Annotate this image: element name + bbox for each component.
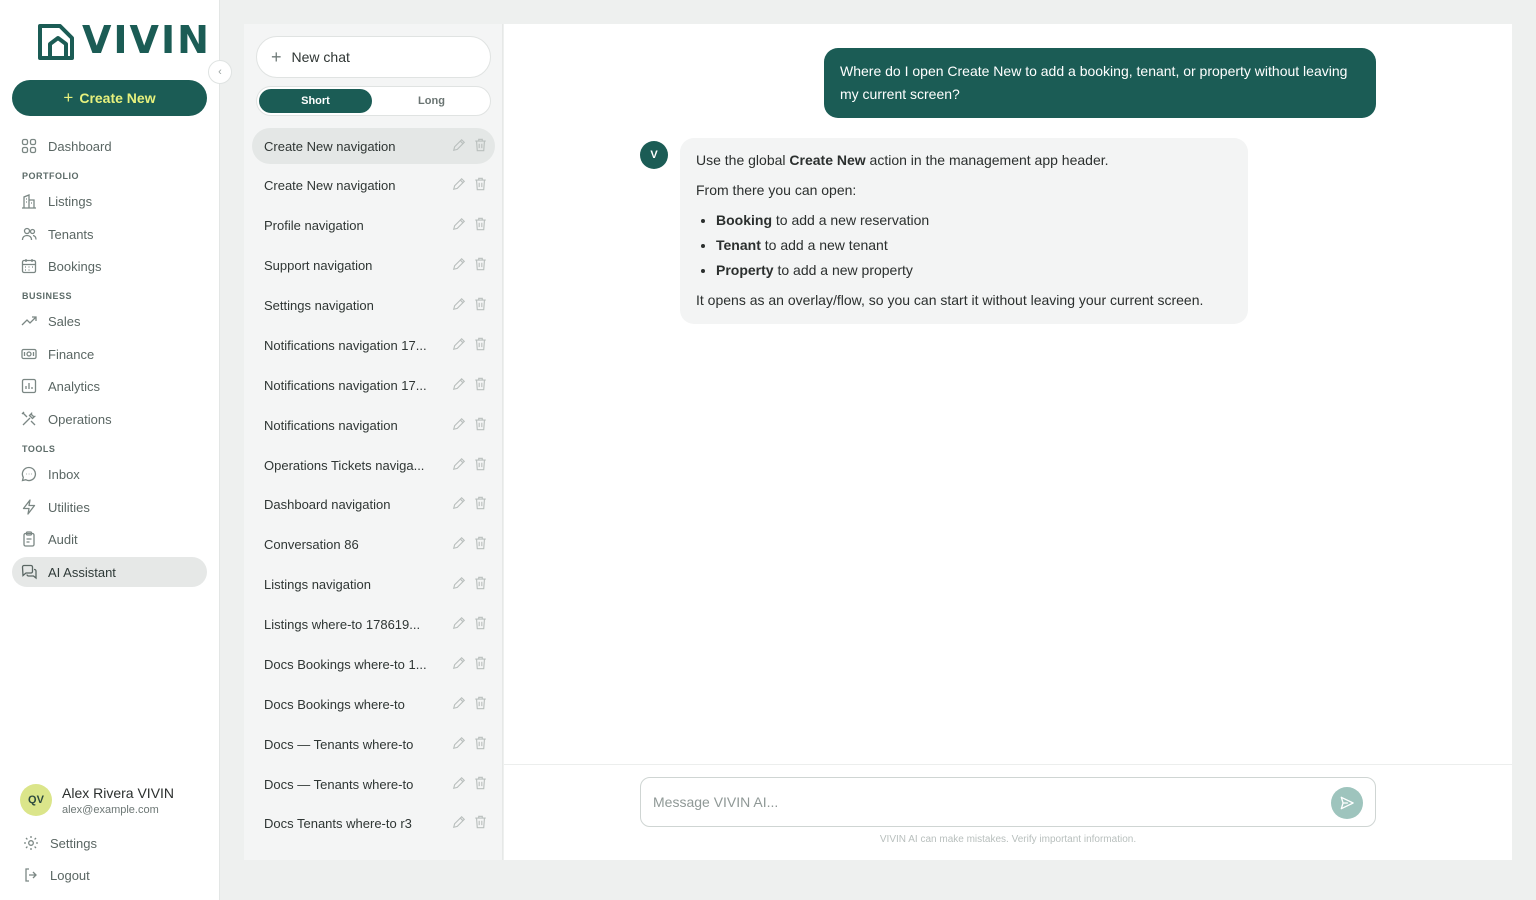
chat-history-item[interactable] [252,606,495,642]
sidebar-item-settings[interactable] [14,828,209,858]
sidebar-item-dashboard[interactable] [12,131,207,161]
chat-title: Operations Tickets naviga... [264,457,425,473]
building-icon [20,192,38,210]
chevron-left-icon: ‹ [218,66,222,78]
sidebar-item-label: Bookings [48,258,102,274]
chat-history-item[interactable] [252,287,495,323]
sidebar-item-operations[interactable] [12,404,207,434]
house-logo-icon [36,20,76,60]
trash-icon[interactable] [474,217,487,234]
chat-history-item[interactable] [252,646,495,682]
calendar-icon [20,257,38,275]
length-toggle [256,86,491,116]
pencil-icon[interactable] [452,377,466,394]
pencil-icon[interactable] [452,297,466,314]
chat-title: Settings navigation [264,297,374,313]
chat-history-item[interactable] [252,447,495,483]
logout-button[interactable] [14,860,209,890]
sidebar-item-inbox[interactable] [12,459,207,489]
chat-history-item[interactable] [252,407,495,443]
trash-icon[interactable] [474,257,487,274]
user-name: Alex Rivera VIVIN [62,784,175,801]
chat-title: Listings where-to 178619... [264,616,421,632]
pencil-icon[interactable] [452,177,466,194]
assistant-message [680,138,1248,324]
sidebar-item-label: AI Assistant [48,564,116,580]
chat-history-item[interactable] [252,805,495,841]
chat-title: Docs Tenants where-to r3 [264,815,412,831]
trash-icon[interactable] [474,696,487,713]
collapse-sidebar-button[interactable] [208,60,232,84]
chat-title: Listings navigation [264,576,371,592]
tools-icon [20,410,38,428]
reply-text: to add a new tenant [760,237,888,253]
chat-title: Docs — Tenants where-to [264,776,414,792]
sidebar-item-label: Sales [48,313,81,329]
trash-icon[interactable] [474,177,487,194]
pencil-icon[interactable] [452,496,466,513]
create-new-label: Create New [79,90,156,106]
chat-title: Docs Bookings where-to 1... [264,656,427,672]
chat-history-item[interactable] [252,526,495,562]
chat-history-item[interactable] [252,726,495,762]
user-email: alex@example.com [62,803,159,816]
sidebar-item-audit[interactable] [12,524,207,554]
message-input[interactable] [653,791,1313,813]
plus-icon: + [271,46,282,67]
chat-history-item[interactable] [252,486,495,522]
gear-icon [22,834,40,852]
reply-list-item [716,210,1232,230]
reply-text: to add a new property [773,262,913,278]
zap-icon [20,498,38,516]
reply-bold: Create New [789,152,866,168]
reply-bold: Booking [716,212,772,228]
sidebar-item-tenants[interactable] [12,219,207,249]
pencil-icon[interactable] [452,417,466,434]
avatar: QV [20,784,52,816]
brand-name: VIVIN [82,18,211,62]
sidebar-item-label: Utilities [48,499,90,515]
chat-history-item[interactable] [252,566,495,602]
sidebar-item-label: Finance [48,346,95,362]
plus-icon: + [63,88,74,107]
pencil-icon[interactable] [452,217,466,234]
chat-title: Profile navigation [264,217,364,233]
trash-icon[interactable] [474,337,487,354]
toggle-long[interactable]: Long [418,95,445,107]
create-new-button[interactable] [12,80,207,116]
reply-text: action in the management app header. [865,152,1109,168]
new-chat-button[interactable] [256,36,491,78]
pencil-icon[interactable] [452,616,466,633]
users-icon [20,225,38,243]
sidebar-item-utilities[interactable] [12,492,207,522]
sidebar-item-label: Settings [50,835,97,851]
chat-title: Notifications navigation 17... [264,337,427,353]
user-profile[interactable] [20,784,174,816]
sidebar-item-label: Audit [48,531,78,547]
reply-bold: Tenant [716,237,761,253]
sidebar-item-label: Listings [48,193,93,209]
grid-icon [20,137,38,155]
chat-title: Support navigation [264,257,373,273]
chat-title: Docs — Tenants where-to [264,736,414,752]
chat-history-item[interactable] [252,686,495,722]
trash-icon[interactable] [474,496,487,513]
reply-paragraph [696,150,1232,170]
chat-title: Notifications navigation [264,417,398,433]
logout-icon [22,866,40,884]
chat-history-item[interactable] [252,247,495,283]
sidebar-item-sales[interactable] [12,306,207,336]
brand-logo[interactable] [36,20,211,60]
trash-icon[interactable] [474,417,487,434]
message-composer [640,777,1376,827]
trash-icon[interactable] [474,656,487,673]
section-tools: TOOLS [22,444,56,454]
disclaimer: VIVIN AI can make mistakes. Verify important information. [879,834,1137,845]
chat-history-item[interactable] [252,167,495,203]
trash-icon[interactable] [474,815,487,832]
chat-title: Create New navigation [264,177,396,193]
sidebar-item-listings[interactable] [12,186,207,216]
bar-chart-icon [20,377,38,395]
reply-bold: Property [716,262,774,278]
trash-icon[interactable] [474,377,487,394]
trash-icon[interactable] [474,297,487,314]
trash-icon[interactable] [474,616,487,633]
reply-list-item [716,260,1232,280]
sidebar-item-label: Dashboard [48,138,112,154]
section-portfolio: PORTFOLIO [22,171,79,181]
message-circle-icon [20,465,38,483]
sidebar-item-ai-assistant[interactable] [12,557,207,587]
reply-text: Use the global [696,152,790,168]
trending-up-icon [20,312,38,330]
assistant-avatar: V [640,141,668,169]
chat-history-item[interactable] [252,207,495,243]
pencil-icon[interactable] [452,776,466,793]
sidebar-item-label: Operations [48,411,112,427]
chat-title: Dashboard navigation [264,496,391,512]
chat-title: Notifications navigation 17... [264,377,427,393]
trash-icon[interactable] [474,736,487,753]
chat-bubbles-icon [20,563,38,581]
toggle-short[interactable]: Short [259,89,372,113]
chat-history-item[interactable] [252,367,495,403]
chat-history-panel [244,24,503,860]
user-message: Where do I open Create New to add a booking, tenant, or property without leaving my current screen? [824,48,1376,118]
chat-title: Conversation 86 [264,536,359,552]
banknote-icon [20,345,38,363]
sidebar-item-bookings[interactable] [12,251,207,281]
sidebar-item-label: Tenants [48,226,94,242]
pencil-icon[interactable] [452,815,466,832]
reply-list [716,210,1232,280]
chat-history-item[interactable] [252,327,495,363]
trash-icon[interactable] [474,776,487,793]
section-business: BUSINESS [22,291,73,301]
chat-history-item[interactable] [252,128,495,164]
clipboard-icon [20,530,38,548]
pencil-icon[interactable] [452,257,466,274]
new-chat-label: New chat [291,49,350,65]
trash-icon[interactable] [474,536,487,553]
send-icon [1340,796,1354,810]
send-button[interactable] [1331,787,1363,819]
pencil-icon[interactable] [452,696,466,713]
trash-icon[interactable] [474,576,487,593]
logout-label: Logout [50,867,90,883]
sidebar-item-finance[interactable] [12,339,207,369]
chat-history-item[interactable] [252,766,495,802]
sidebar [0,0,220,900]
sidebar-item-analytics[interactable] [12,371,207,401]
composer-divider [504,764,1512,765]
reply-text: to add a new reservation [772,212,930,228]
reply-paragraph: It opens as an overlay/flow, so you can start it without leaving your current screen. [696,292,1204,308]
sidebar-item-label: Analytics [48,378,101,394]
pencil-icon[interactable] [452,138,466,155]
trash-icon[interactable] [474,138,487,155]
trash-icon[interactable] [474,457,487,474]
reply-list-item [716,235,1232,255]
pencil-icon[interactable] [452,576,466,593]
pencil-icon[interactable] [452,337,466,354]
chat-title: Create New navigation [264,138,396,154]
conversation-area [504,24,1512,860]
pencil-icon[interactable] [452,736,466,753]
sidebar-item-label: Inbox [48,466,80,482]
pencil-icon[interactable] [452,457,466,474]
pencil-icon[interactable] [452,536,466,553]
pencil-icon[interactable] [452,656,466,673]
chat-title: Docs Bookings where-to [264,696,405,712]
reply-paragraph: From there you can open: [696,182,857,198]
